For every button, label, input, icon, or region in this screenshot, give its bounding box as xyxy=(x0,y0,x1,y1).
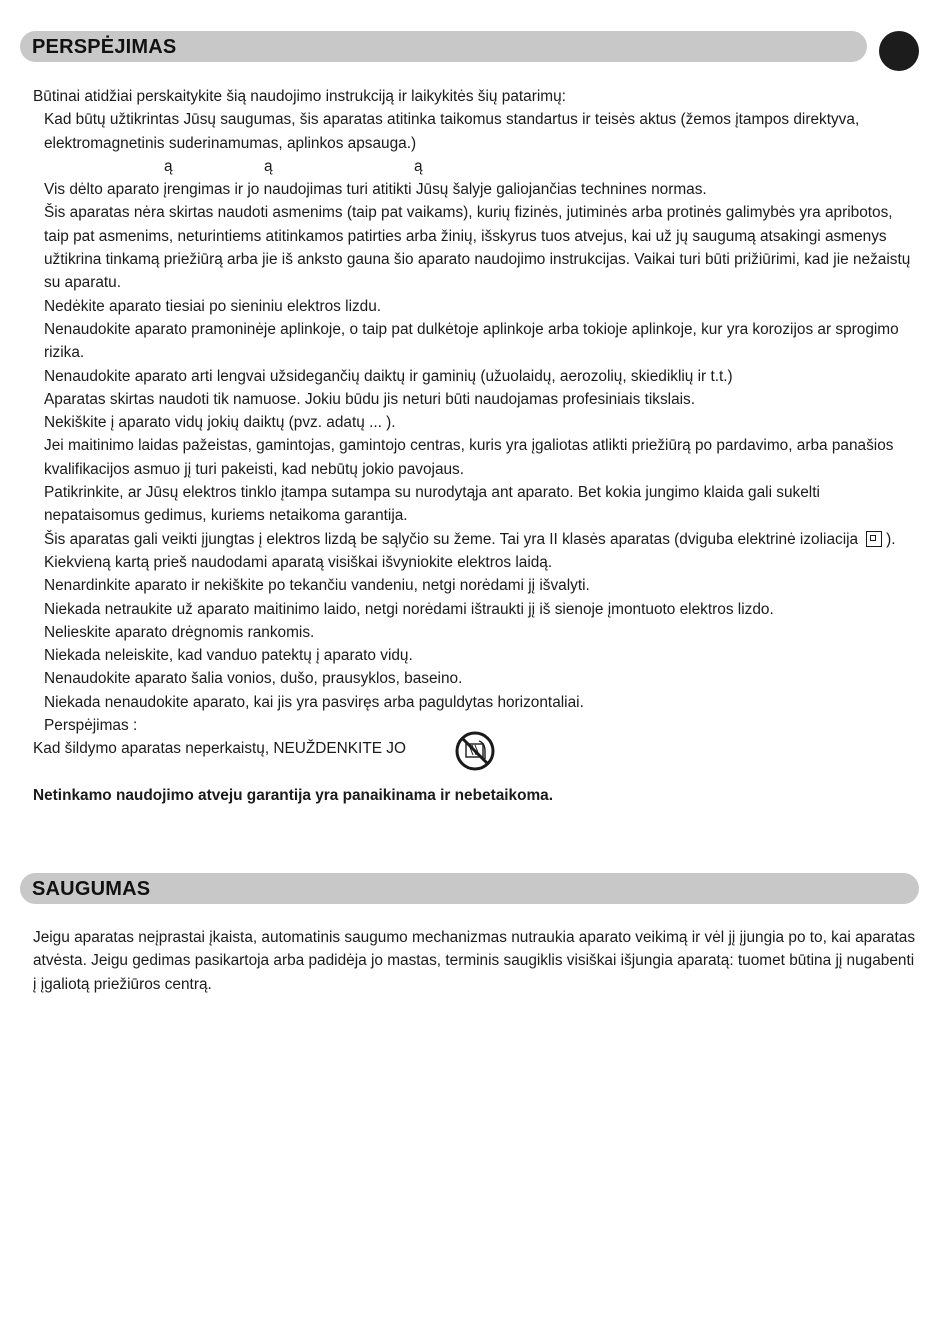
warning-paragraph: Niekada neleiskite, kad vanduo patektų į aparato vidų. xyxy=(44,647,413,665)
class-ii-paragraph xyxy=(33,528,918,551)
warning-paragraph: Nenardinkite aparato ir nekiškite po tekančiu vandeniu, netgi norėdami jį išvalyti. xyxy=(44,577,590,595)
safety-paragraph: Jeigu aparatas neįprastai įkaista, automatinis saugumo mechanizmas nutraukia aparato veikimą ir vėl jį įjungia po to, kai aparatas atvėsta. Jeigu gedimas pasikartoja arba padidėja jo mastas, terminis saugiklis visiškai išjungia aparatą: tuomet būtina jį nugabenti į įgaliotą priežiūros centrą. xyxy=(33,929,916,993)
warning-paragraph: Nenaudokite aparato pramoninėje aplinkoje, o taip pat dulkėtoje aplinkoje arba tokioje aplinkoje, kur yra korozijos ar sprogimo rizika. xyxy=(44,320,899,362)
class-ii-text-end: ). xyxy=(886,530,896,548)
stray-characters xyxy=(33,155,918,178)
warning-paragraph: Niekada nenaudokite aparato, kai jis yra pasviręs arba paguldytas horizontaliai. xyxy=(44,693,584,711)
safety-section-body xyxy=(33,926,918,996)
warning-paragraph: Jei maitinimo laidas pažeistas, gamintojas, gamintojo centras, kuris yra įgaliotas atlikti priežiūrą po pardavimo, arba panašios kvalifikacijos asmuo jį turi pakeisti, kad nebūtų jokio pavojaus. xyxy=(44,437,894,478)
warning-note-label: Perspėjimas : xyxy=(44,717,138,735)
warning-section-header xyxy=(20,31,867,62)
stray-char: ą xyxy=(164,157,173,175)
warning-paragraph: Aparatas skirtas naudoti tik namuose. Jokiu būdu jis neturi būti naudojamas profesiniais tikslais. xyxy=(44,390,696,408)
warning-section-title: PERSPĖJIMAS xyxy=(32,36,177,58)
stray-char: ą xyxy=(414,157,423,175)
do-not-cover-icon xyxy=(455,731,495,771)
warning-paragraph: Šis aparatas nėra skirtas naudoti asmenims (taip pat vaikams), kurių fizinės, jutiminės arba protinės galimybės yra apribotos, taip pat asmenims, neturintiems atitinkamos patirties arba žinių, išskyrus tuos atvejus, kai už jų saugumą atsakingi asmenys užtikrina tinkamą priežiūrą arba jie iš anksto gauna šio aparato naudojimo instrukcijas. Vaikai turi būti prižiūrimi, kad jie nežaistų su aparatu. xyxy=(44,204,911,292)
warning-paragraph: Nenaudokite aparato šalia vonios, dušo, prausyklos, baseino. xyxy=(44,670,463,688)
safety-section-header xyxy=(20,873,919,904)
warning-paragraph: Vis dėlto aparato įrengimas ir jo naudojimas turi atitikti Jūsų šalyje galiojančias technines normas. xyxy=(44,181,707,199)
warning-paragraph: Kad būtų užtikrintas Jūsų saugumas, šis aparatas atitinka taikomus standartus ir teisės aktus (žemos įtampos direktyva, elektromagnetinis suderinamumas, aplinkos apsauga.) xyxy=(44,111,860,152)
stray-char: ą xyxy=(264,157,273,175)
safety-section-title: SAUGUMAS xyxy=(32,878,151,900)
warning-paragraph: Nenaudokite aparato arti lengvai užsidegančių daiktų ir gaminių (užuolaidų, aerozolių, skiediklių ir t.t.) xyxy=(44,367,733,385)
warning-paragraph: Nedėkite aparato tiesiai po sieniniu elektros lizdu. xyxy=(44,297,382,315)
black-circle-icon xyxy=(879,31,919,71)
class-ii-text: Šis aparatas gali veikti įjungtas į elektros lizdą be sąlyčio su žeme. Tai yra II klasės aparatas (dviguba elektrinė izoliacija xyxy=(44,530,859,548)
warning-paragraph: Kiekvieną kartą prieš naudodami aparatą visiškai išvyniokite elektros laidą. xyxy=(44,553,553,571)
warning-section-body xyxy=(33,85,918,807)
guarantee-notice: Netinkamo naudojimo atveju garantija yra panaikinama ir nebetaikoma. xyxy=(33,786,554,804)
warning-intro: Būtinai atidžiai perskaitykite šią naudojimo instrukciją ir laikykitės šių patarimų: xyxy=(33,88,566,105)
no-cover-paragraph xyxy=(33,737,918,760)
warning-paragraph: Patikrinkite, ar Jūsų elektros tinklo įtampa sutampa su nurodytąja ant aparato. Bet kokia jungimo klaida gali sukelti nepataisomus gedimus, kuriems netaikoma garantija. xyxy=(44,484,820,525)
warning-paragraph: Nekiškite į aparato vidų jokių daiktų (pvz. adatų ... ). xyxy=(44,414,396,432)
warning-paragraph: Nelieskite aparato drėgnomis rankomis. xyxy=(44,623,315,641)
no-cover-text: Kad šildymo aparatas neperkaistų, NEUŽDENKITE JO xyxy=(33,740,406,758)
warning-paragraph: Niekada netraukite už aparato maitinimo laido, netgi norėdami ištraukti jį iš sienoje įmontuoto elektros lizdo. xyxy=(44,600,774,618)
double-square-insulation-icon xyxy=(866,531,882,547)
